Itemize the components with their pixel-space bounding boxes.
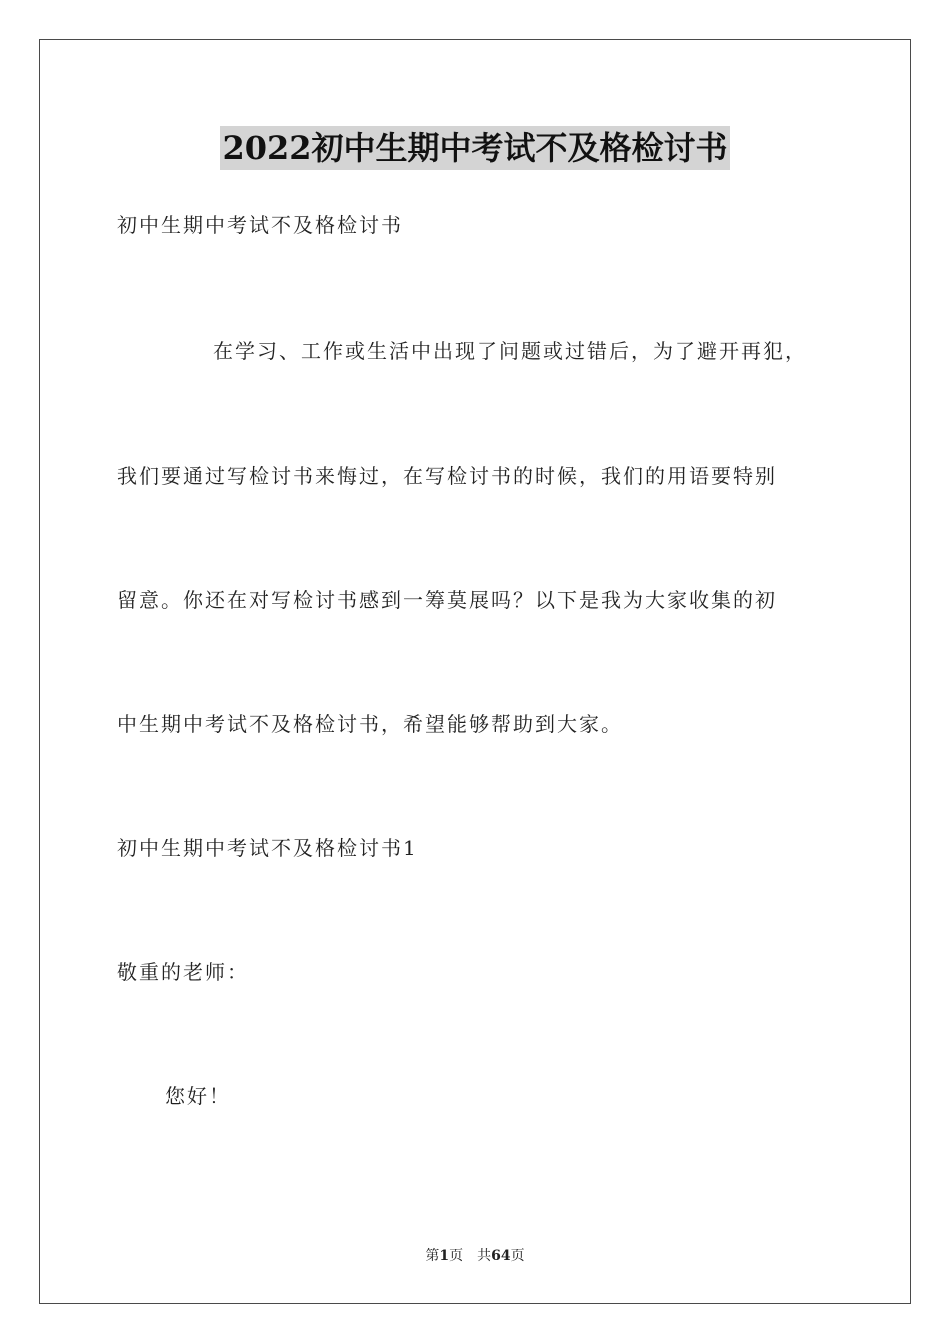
paragraph-line: 我们要通过写检讨书来悔过，在写检讨书的时候，我们的用语要特别 xyxy=(117,464,777,488)
total-pages: 64 xyxy=(491,1248,511,1264)
document-title: 2022初中生期中考试不及格检讨书 xyxy=(220,126,729,170)
page-prefix: 第 xyxy=(425,1248,440,1264)
page-footer xyxy=(0,1246,950,1266)
paragraph-line: 留意。你还在对写检讨书感到一筹莫展吗？以下是我为大家收集的初 xyxy=(117,588,777,612)
page-suffix: 页 xyxy=(449,1248,464,1264)
salutation: 敬重的老师： xyxy=(117,960,249,984)
paragraph-line: 中生期中考试不及格检讨书，希望能够帮助到大家。 xyxy=(117,712,623,736)
title-container xyxy=(0,126,950,170)
page-number: 1 xyxy=(439,1248,450,1264)
total-suffix: 页 xyxy=(510,1248,525,1264)
paragraph-line: 在学习、工作或生活中出现了问题或过错后，为了避开再犯， xyxy=(213,339,807,363)
subtitle-line: 初中生期中考试不及格检讨书 xyxy=(117,213,403,237)
greeting: 您好！ xyxy=(165,1084,231,1108)
section-heading: 初中生期中考试不及格检讨书1 xyxy=(117,836,418,860)
total-prefix: 共 xyxy=(477,1248,492,1264)
